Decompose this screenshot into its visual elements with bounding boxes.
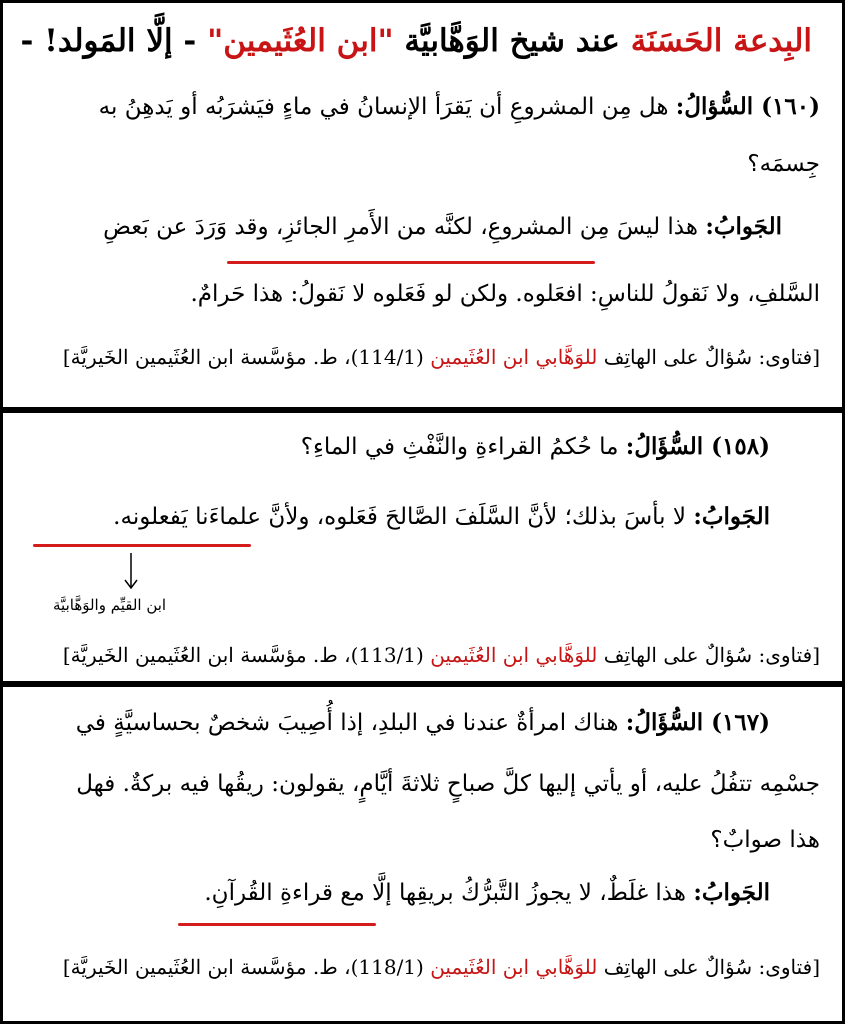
source-author: للوَهَّابي ابن العُثَيمين [430,345,598,369]
question-line-3: هذا صوابٌ؟ [710,827,820,853]
source-citation [63,345,820,369]
answer-line-1 [103,213,782,240]
answer-underline [227,261,595,264]
arrow-down-icon [121,551,141,595]
annotation-note: ابن القيِّم والوَهَّابيَّة [53,596,167,614]
answer-text-1: هذا ليسَ مِن المشروعِ، لكنَّه من الأَمرِ الجائزِ، وقد وَرَدَ عن بَعضِ [103,214,706,240]
source-citation [63,955,820,979]
title-part-2: عند شيخ الوَهَّابيَّة [393,23,631,59]
fatwa-panel-158 [3,413,842,681]
source-citation [63,643,820,667]
question-line-2: جِسمَه؟ [747,151,820,177]
answer-line-1 [204,879,770,906]
question-line-1 [301,433,770,460]
question-label: (١٦٠) السُّؤالُ: [675,93,820,120]
source-post: (114/1)، ط. مؤسَّسة ابن العُثَيمين الخَيريَّة] [62,345,431,369]
answer-text-1: لا بأسَ بذلك؛ لأنَّ السَّلَفَ الصَّالحَ فَعَلوه، ولأنَّ علماءَنا يَفعلونه. [113,504,694,530]
answer-underline [33,544,251,547]
fatwa-panel-160 [3,3,842,407]
answer-underline [178,923,376,926]
question-label: (١٦٧) السُّؤَالُ: [625,709,770,736]
fatwa-panel-167 [3,687,842,1021]
title-part-4: - إلَّا المَولد! - [20,23,208,59]
source-author: للوَهَّابي ابن العُثَيمين [430,955,598,979]
title-part-3: "ابن العُثَيمين" [207,23,394,59]
source-pre: [فتاوى: سُؤالٌ على الهاتِف [597,955,820,979]
source-post: (113/1)، ط. مؤسَّسة ابن العُثَيمين الخَيريَّة] [62,643,431,667]
answer-text-1: هذا غلَطٌ، لا يجوزُ التَّبرُّكُ بريقِها إلَّا مع قراءةِ القُرآنِ. [204,880,694,906]
question-text-1: هل مِن المشروعِ أن يَقرَأ الإنسانُ في ماءٍ فيَشرَبُه أو يَدهِنُ به [98,94,676,120]
question-line-1 [76,709,770,736]
page-title [21,23,812,59]
answer-line-2: السَّلفِ، ولا نَقولُ للناسِ: افعَلوه. ولكن لو فَعَلوه لا نَقولُ: هذا حَرامٌ. [190,281,820,307]
source-pre: [فتاوى: سُؤالٌ على الهاتِف [597,643,820,667]
answer-label: الجَوابُ: [705,213,782,240]
question-text-1: هناك امرأةٌ عندنا في البلدِ، إذا أُصِيبَ شخصٌ بحساسيَّةٍ في [75,710,626,736]
question-text-1: ما حُكمُ القراءةِ والنَّفْثِ في الماءِ؟ [300,434,626,460]
source-author: للوَهَّابي ابن العُثَيمين [430,643,598,667]
source-pre: [فتاوى: سُؤالٌ على الهاتِف [597,345,820,369]
answer-label: الجَوابُ: [693,879,770,906]
question-label: (١٥٨) السُّؤَالُ: [625,433,770,460]
source-post: (118/1)، ط. مؤسَّسة ابن العُثَيمين الخَيريَّة] [62,955,431,979]
title-part-1: البِدعة الحَسَنَة [630,23,812,59]
answer-label: الجَوابُ: [693,503,770,530]
answer-line-1 [113,503,770,530]
question-line-1 [99,93,820,120]
question-line-2: جسْمِه تتفُلُ عليه، أو يأتي إليها كلَّ صباحٍ ثلاثةَ أيَّامٍ، يقولون: ريقُها فيه بركةٌ. فهل [76,771,820,797]
